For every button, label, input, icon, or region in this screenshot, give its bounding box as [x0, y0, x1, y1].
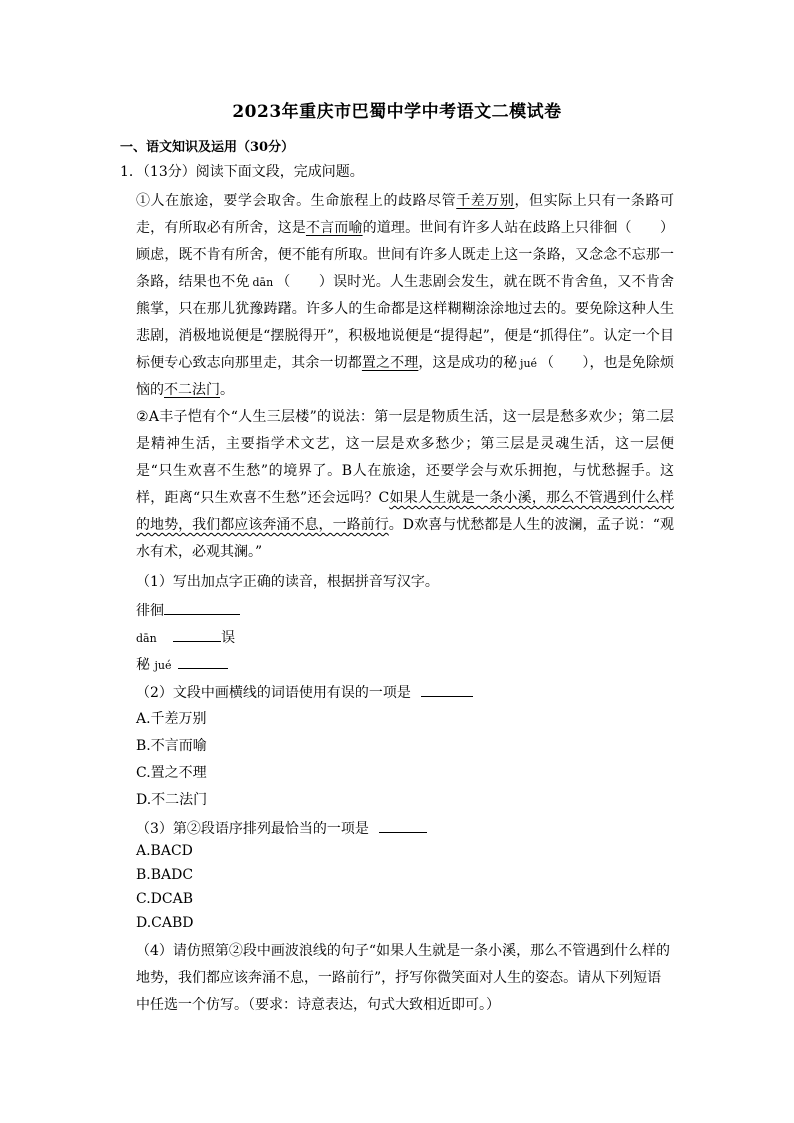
subquestion-3-prompt [136, 817, 427, 838]
option-c: C.DCAB [136, 891, 193, 907]
item-2-suffix: 误 [221, 630, 236, 646]
subquestion-1-prompt: （1）写出加点字正确的读音，根据拼音写汉字。 [136, 574, 439, 590]
section-heading: 一、语文知识及运用（30分） [120, 140, 295, 155]
option-b: B.不言而喻 [136, 738, 207, 754]
option-c: C.置之不理 [136, 765, 207, 781]
item-3-prefix: 秘 [136, 657, 150, 673]
answer-line-4[interactable] [421, 681, 473, 697]
underlined-term-1: 千差万别 [456, 193, 515, 209]
question-1-heading: 1．（13分）阅读下面文段，完成问题。 [120, 164, 364, 180]
subquestion-1-item-1 [136, 599, 240, 620]
p1-text-4: 顾虑，既不肯有所舍，便不能有所取。世间有许多人既走上这一条路，又念念不忘那一条路，结果也不免 [136, 247, 674, 290]
item-2-pinyin: dān [136, 632, 157, 645]
p1-text-3: 的道理。世间有许多人站在歧路上只徘徊 [362, 220, 618, 236]
option-a: A.BACD [136, 843, 193, 859]
p2-text-2: 。D欢喜与忧愁都是人生的波澜，孟子说：“观水有术，必观其澜。” [136, 517, 674, 560]
pinyin-dan: dān [252, 276, 274, 289]
option-d: D.CABD [136, 915, 194, 931]
subquestion-4-prompt: （4）请仿照第②段中画波浪线的句子“如果人生就是一条小溪，那么不管遇到什么样的地势，我们都应该奔涌不息，一路前行”，抒写你微笑面对人生的姿态。请从下列短语中任选一个仿写。（要求：诗意表达，句式大致相近即可。） [136, 943, 671, 1013]
pinyin-jue: jué [520, 357, 538, 370]
underlined-term-3: 置之不理 [361, 355, 419, 371]
exam-title: 2023年重庆市巴蜀中学中考语文二模试卷 [232, 102, 562, 122]
underlined-term-2: 不言而喻 [305, 220, 363, 236]
p1-text-1: ①人在旅途，要学会取舍。生命旅程上的歧路尽管 [136, 193, 457, 209]
p2-text-1: ②A丰子恺有个“人生三层楼”的说法：第一层是物质生活，这一层是愁多欢少；第二层是精神生活，主要指学术文艺，这一层是欢多愁少；第三层是灵魂生活，这一层便是“只生欢喜不生愁”的境界了。B人在旅途，还要学会与欢乐拥抱，与忧愁握手。这样，距离“只生欢喜不生愁”还会远吗？C [136, 409, 674, 506]
passage-paragraph-1 [136, 188, 674, 404]
subquestion-1-item-2 [136, 626, 235, 647]
subquestion-1-item-3 [136, 653, 228, 674]
subquestion-2-text: （2）文段中画横线的词语使用有误的一项是 [136, 685, 411, 701]
option-d: D.不二法门 [136, 792, 208, 808]
wavy-underlined-sentence: 如果人生就是一条小溪，那么不管遇到什么样的地势，我们都应该奔涌不息，一路前行 [136, 490, 675, 533]
subquestion-2-prompt [136, 681, 473, 702]
answer-blank-1: （ ） [617, 220, 675, 236]
subquestion-3-text: （3）第②段语序排列最恰当的一项是 [136, 821, 369, 837]
answer-line-2[interactable] [173, 626, 221, 642]
option-b: B.BADC [136, 867, 194, 883]
p1-text-8: 。 [220, 382, 234, 398]
answer-blank-2: （ ） [276, 274, 334, 290]
p1-text-5: 误时光。人生悲剧会发生，就在既不肯舍鱼，又不肯舍熊掌，只在那儿犹豫踌躇。许多人的生命都是这样糊糊涂涂地过去的。要免除这种人生悲剧，消极地说便是“摆脱得开”，积极地说便是“提得起”，便是“抓得住”。认定一个目标便专心致志向那里走，其余一切都 [136, 274, 675, 371]
answer-line-1[interactable] [164, 599, 240, 615]
option-a: A.千差万别 [136, 711, 207, 727]
passage-paragraph-2 [136, 404, 674, 566]
p1-text-7: ，也是免除烦恼的 [136, 355, 675, 398]
p1-text-6: ，这是成功的秘 [418, 355, 518, 371]
answer-line-5[interactable] [379, 817, 427, 833]
item-1-label: 徘徊 [136, 603, 164, 619]
answer-blank-3: （ ） [539, 355, 590, 371]
answer-line-3[interactable] [178, 653, 228, 669]
underlined-term-4: 不二法门 [164, 382, 220, 398]
item-3-pinyin: jué [154, 659, 172, 672]
p1-text-2: ，但实际上只有一条路可走，有所取必有所舍，这是 [136, 193, 675, 236]
